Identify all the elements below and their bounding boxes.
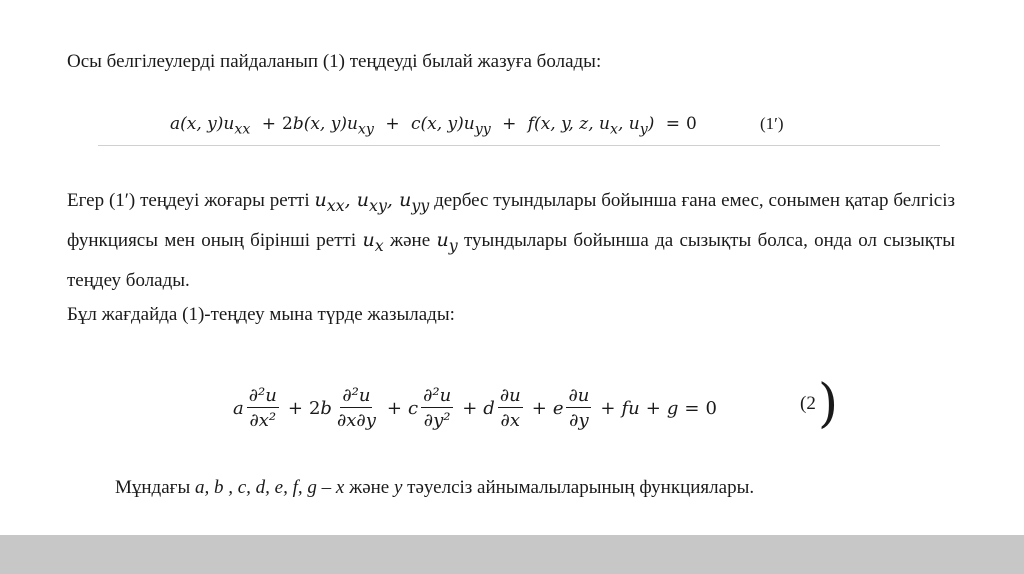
equation-1: a(x, $y)u_{xx} + 2b(x$, $y)u_{xy} + c(x$, $y)u_{yy} + f(x$, y, z, $u_x$, $u_y) = 0$: [170, 114, 697, 138]
paragraph-1: Егер (1′) теңдеуі жоғары ретті $u_{xx}$, $u_{xy}$, $u_{yy}$ дербес туындылары бойынша ғана емес, сонымен қатар белгісіз функциясы мен оның бірінші ретті $u_x$ және $u_y$ туындылары бойынша да сызықты болса, онда ол сызықты теңдеу болады.: [67, 189, 956, 291]
paragraph-2: Бұл жағдайда (1)-теңдеу мына түрде жазылады:: [67, 304, 455, 325]
equation-2: a $\frac{\text{∂²u}}{\text{∂x²}}$ + 2 b $\frac{\text{∂²u}}{\partial x\partial y}$ + c $\frac{\text{∂²u}}{\text{∂y²}}$ + d $\frac{\partial u}{\partial x}$ + e $\frac{\partial u}{\partial y}$ + fu + g = 0: [233, 385, 717, 431]
intro-text: Осы белгілеулерді пайдаланып (1) теңдеуді былай жазуға болады:: [67, 51, 602, 72]
equation-1-label: (1′): [760, 114, 784, 133]
note-text: Мұндағы a, b , c, d, e, f, g – x және y тәуелсіз айнымалыларының функциялары.: [115, 477, 755, 498]
footer-bar: [0, 535, 1024, 574]
equation-2-label: (2 ): [800, 374, 839, 434]
divider: [98, 145, 940, 146]
